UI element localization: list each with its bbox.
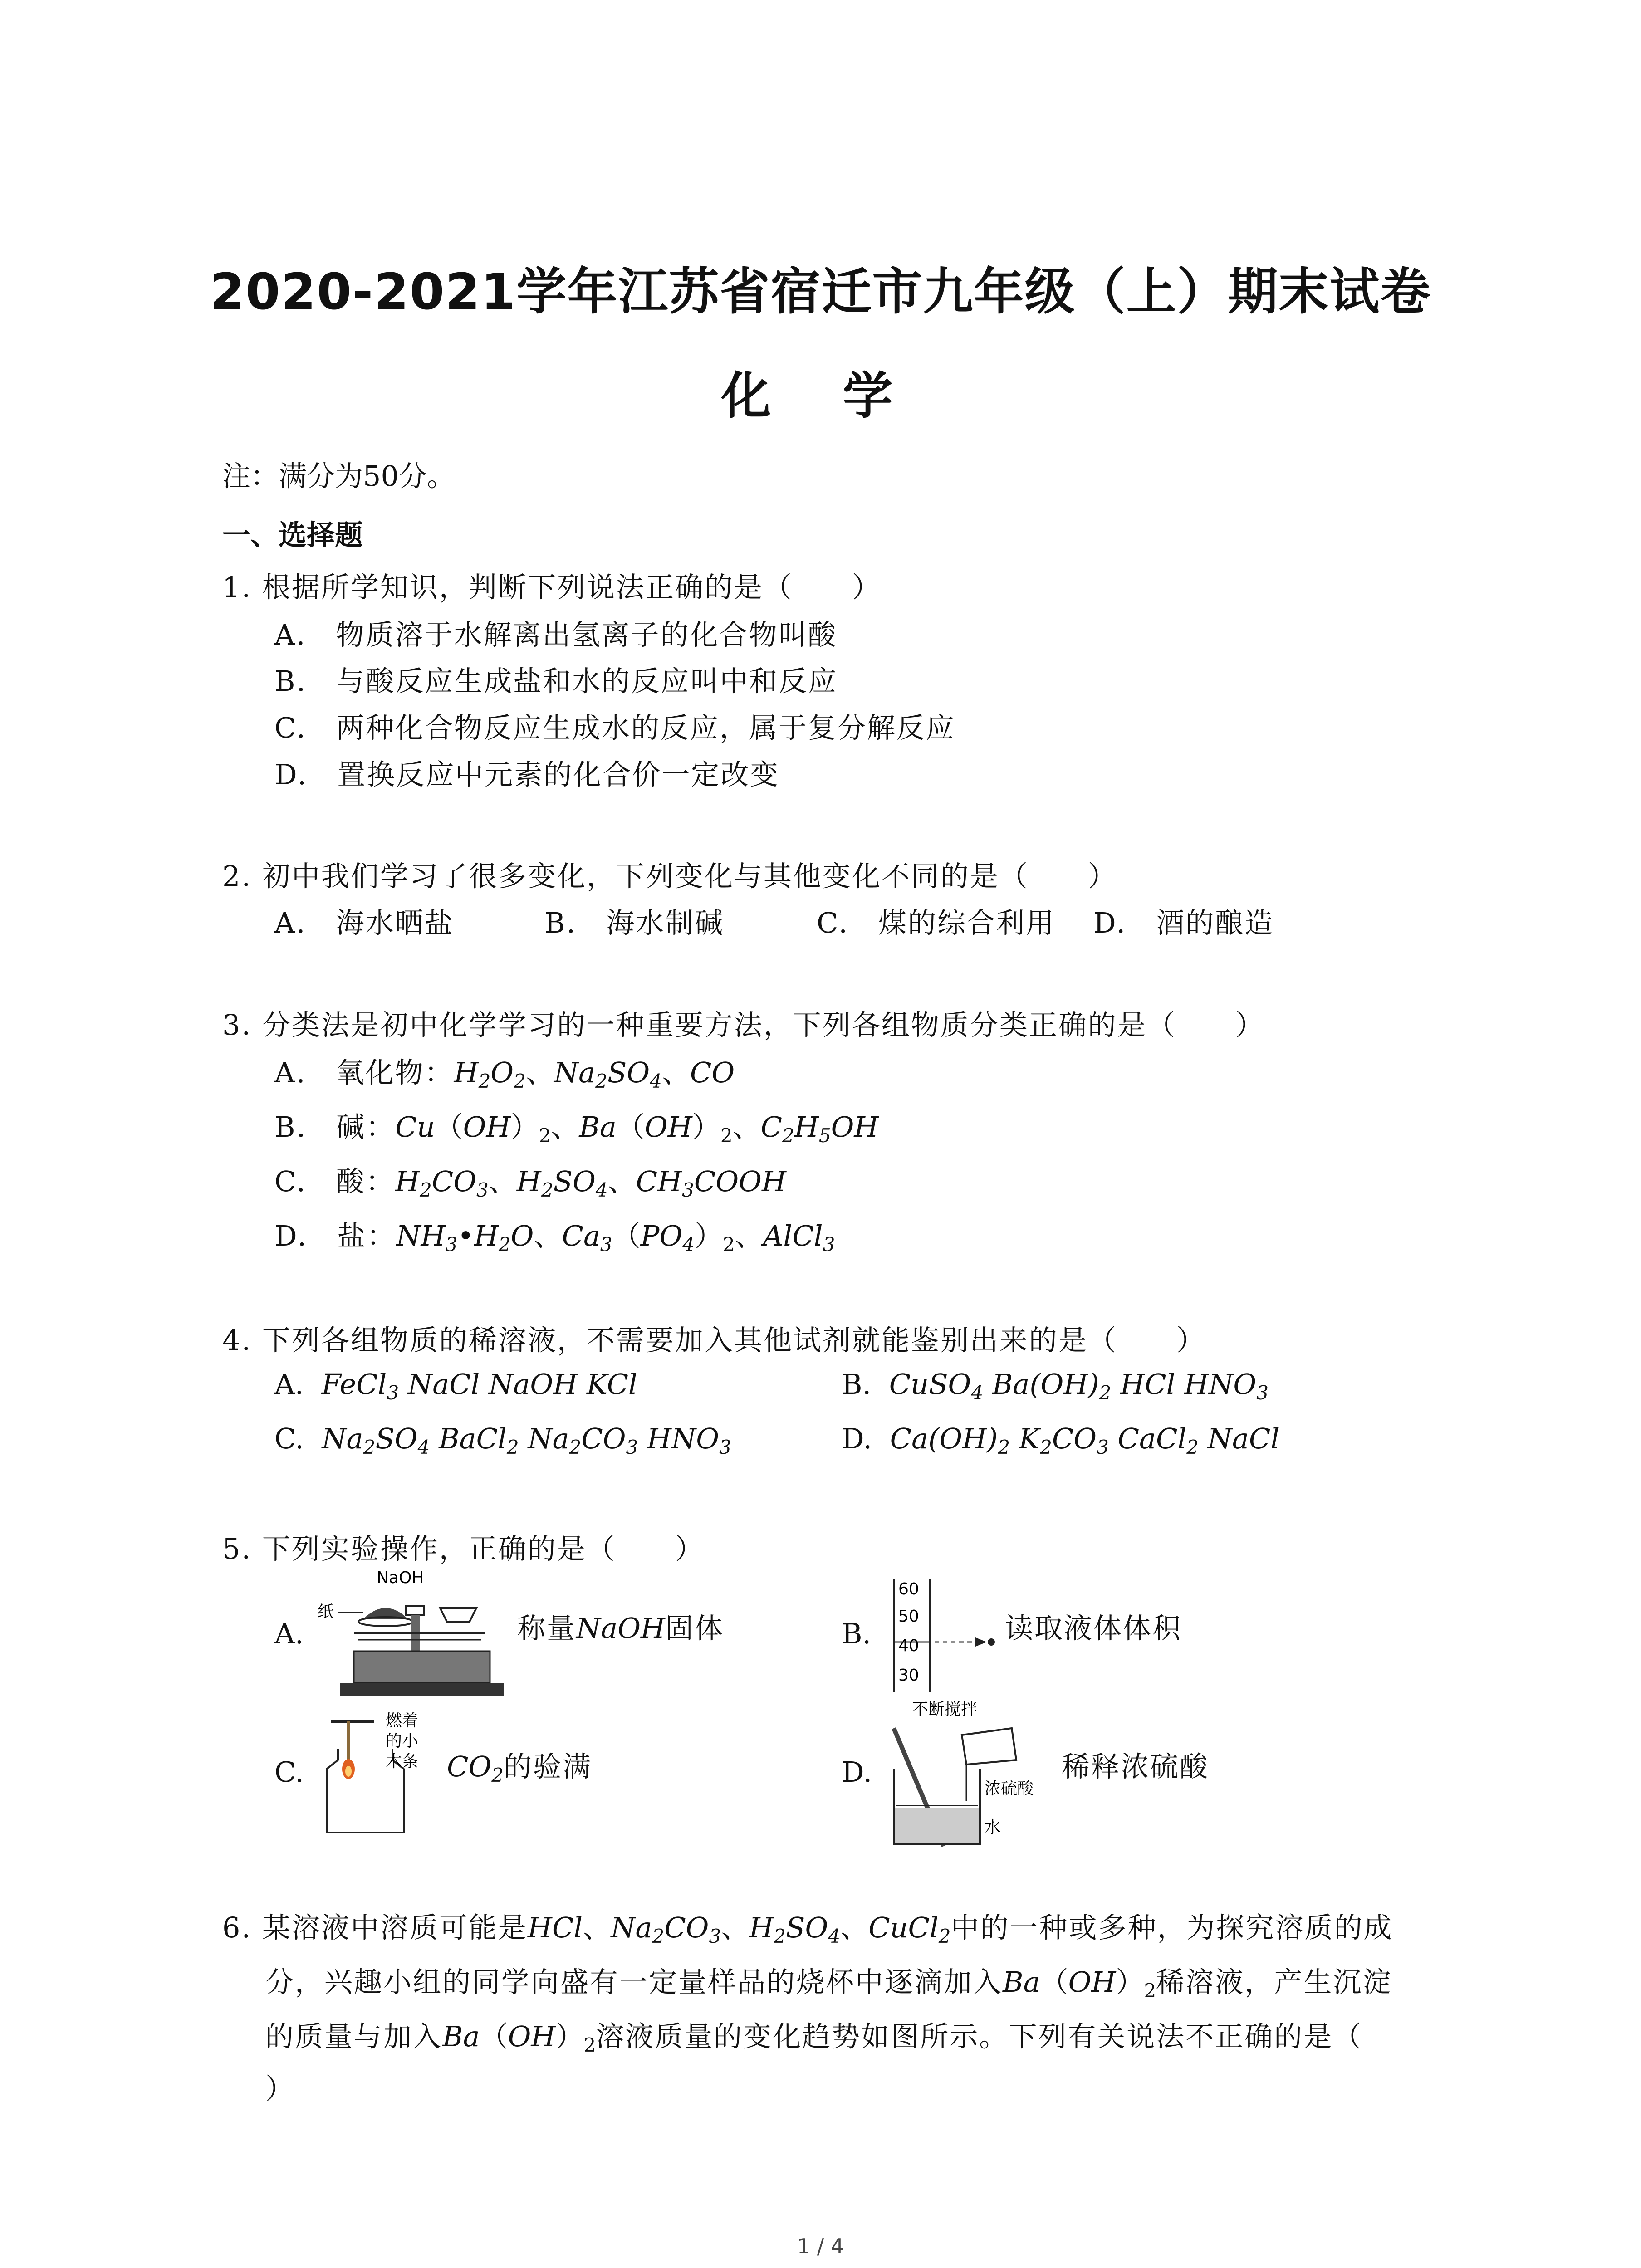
score-note: 注：满分为50分。	[222, 459, 455, 493]
page-title: 2020-2021学年江苏省宿迁市九年级（上）期末试卷	[210, 263, 1431, 321]
q4-stem: 4. 下列各组物质的稀溶液，不需要加入其他试剂就能鉴别出来的是（ ）	[222, 1324, 1206, 1357]
q4-option-b-label: B.	[842, 1368, 872, 1401]
q2-option-a: A. 海水晒盐	[274, 906, 454, 939]
q6-line-2: 分，兴趣小组的同学向盛有一定量样品的烧杯中逐滴加入$Ba(OH)_2$稀溶液，产生沉淀	[265, 1965, 1392, 2002]
q4-option-d-label: D.	[842, 1422, 872, 1455]
q5-option-a-text	[517, 1606, 724, 1646]
q5-stem: 5. 下列实验操作，正确的是（ ）	[222, 1532, 705, 1565]
q5-a-formula: NaOH	[576, 1612, 666, 1645]
q5-option-c-text: $CO_2$的验满	[447, 1750, 593, 1786]
q3-option-b-label: B. 碱：	[274, 1110, 396, 1144]
q4-option-a-label: A.	[274, 1368, 304, 1401]
q5-a-text-2: 固体	[665, 1612, 725, 1645]
balance-figure	[313, 1565, 513, 1706]
dilution-figure	[885, 1696, 1066, 1851]
q5-option-b-text: 读取液体体积	[1005, 1612, 1182, 1645]
q2-option-c: C. 煤的综合利用	[817, 906, 1055, 939]
tick-40: 40	[898, 1637, 919, 1655]
fig-paper-label: 纸	[318, 1603, 334, 1621]
q4-option-d: D. $Ca(OH)_2$ $K_2CO_3$ CaCl$_2$ NaCl	[842, 1422, 1280, 1458]
q5-option-d-text: 稀释浓硫酸	[1062, 1750, 1210, 1783]
q6-line-2-b: 稀溶液，产生沉淀	[1156, 1965, 1392, 1999]
q3-option-a: A. 氧化物：$H_2O_2$、$Na_2SO_4$、CO	[274, 1056, 735, 1092]
q4-option-a: A. FeCl$_3$ NaCl NaOH KCl	[274, 1368, 637, 1404]
page-number: 1 / 4	[797, 2234, 844, 2258]
fig-d-acid-label: 浓硫酸	[985, 1779, 1034, 1798]
q3-option-d-label: D. 盐：	[274, 1219, 397, 1252]
q5-option-a-label: A.	[274, 1617, 304, 1650]
q5-c-formula: CO	[447, 1750, 492, 1783]
page-subtitle: 化 学	[721, 367, 920, 425]
q2-option-d: D. 酒的酿造	[1093, 906, 1274, 939]
tick-30: 30	[898, 1666, 919, 1685]
q1-option-b: B. 与酸反应生成盐和水的反应叫中和反应	[274, 665, 838, 698]
q2-stem: 2. 初中我们学习了很多变化，下列变化与其他变化不同的是（ ）	[222, 860, 1117, 893]
q6-line-2-a: 分，兴趣小组的同学向盛有一定量样品的烧杯中逐滴加入	[265, 1965, 1003, 1999]
q3-option-c: C. 酸：$H_2CO_3$、$H_2SO_4$、$CH_3COOH$	[274, 1165, 787, 1201]
q5-option-b-label: B.	[842, 1617, 872, 1650]
section-heading: 一、选择题	[222, 518, 363, 552]
q1-option-d: D. 置换反应中元素的化合价一定改变	[274, 758, 780, 791]
q6-line-1-b: 中的一种或多种，为探究溶质的成	[950, 1911, 1393, 1944]
tick-60: 60	[898, 1580, 919, 1598]
q3-option-d: D. 盐：$NH_3•H_2O$、$Ca_3(PO_4)_2$、AlCl$_3$	[274, 1219, 835, 1256]
fig-c-text-2: 的小	[386, 1732, 419, 1750]
q3-option-a-label: A. 氧化物：	[274, 1056, 454, 1089]
q6-line-3-a: 的质量与加入	[265, 2020, 443, 2053]
q6-line-1-a: 6. 某溶液中溶质可能是	[222, 1911, 528, 1944]
q4-option-c-label: C.	[274, 1422, 304, 1455]
q3-option-b: B. 碱：$Cu(OH)_2$、$Ba(OH)_2$、$C_2H_5OH$	[274, 1110, 879, 1147]
q5-c-text: 的验满	[504, 1750, 593, 1783]
gas-bottle-figure	[318, 1710, 436, 1842]
q6-line-4: ）	[265, 2072, 294, 2105]
q6-line-3: 的质量与加入$Ba(OH)_2$溶液质量的变化趋势如图所示。下列有关说法不正确的是（	[265, 2020, 1363, 2056]
q1-option-c: C. 两种化合物反应生成水的反应，属于复分解反应	[274, 711, 955, 744]
q2-option-b: B. 海水制碱	[544, 906, 725, 939]
q3-stem: 3. 分类法是初中化学学习的一种重要方法，下列各组物质分类正确的是（ ）	[222, 1008, 1265, 1041]
q5-a-text-1: 称量	[517, 1612, 577, 1645]
fig-c-text-3: 木条	[386, 1752, 419, 1771]
q6-line-1: 6. 某溶液中溶质可能是HCl、$Na_2CO_3$、$H_2SO_4$、CuCl$_2$中的一种或多种，为探究溶质的成	[222, 1911, 1393, 1947]
tick-50: 50	[898, 1607, 919, 1626]
fig-c-text-1: 燃着	[386, 1711, 419, 1730]
cylinder-figure	[889, 1574, 1007, 1696]
fig-d-water-label: 水	[985, 1818, 1001, 1837]
fig-d-stir-label: 不断搅拌	[912, 1700, 978, 1719]
q6-line-3-b: 溶液质量的变化趋势如图所示。下列有关说法不正确的是（	[596, 2020, 1363, 2053]
q5-option-c-label: C.	[274, 1755, 304, 1789]
q1-stem: 1. 根据所学知识，判断下列说法正确的是（ ）	[222, 571, 882, 604]
q4-option-b: B. CuSO$_4$ $Ba(OH)_2$ HCl $HNO_3$	[842, 1368, 1269, 1404]
q4-option-c: C. $Na_2SO_4$ BaCl$_2$ $Na_2CO_3$ $HNO_3$	[274, 1422, 731, 1458]
fig-naoh-label: NaOH	[377, 1569, 424, 1587]
q1-option-a: A. 物质溶于水解离出氢离子的化合物叫酸	[274, 618, 838, 651]
q3-option-c-label: C. 酸：	[274, 1165, 395, 1198]
q5-option-d-label: D.	[842, 1755, 872, 1789]
